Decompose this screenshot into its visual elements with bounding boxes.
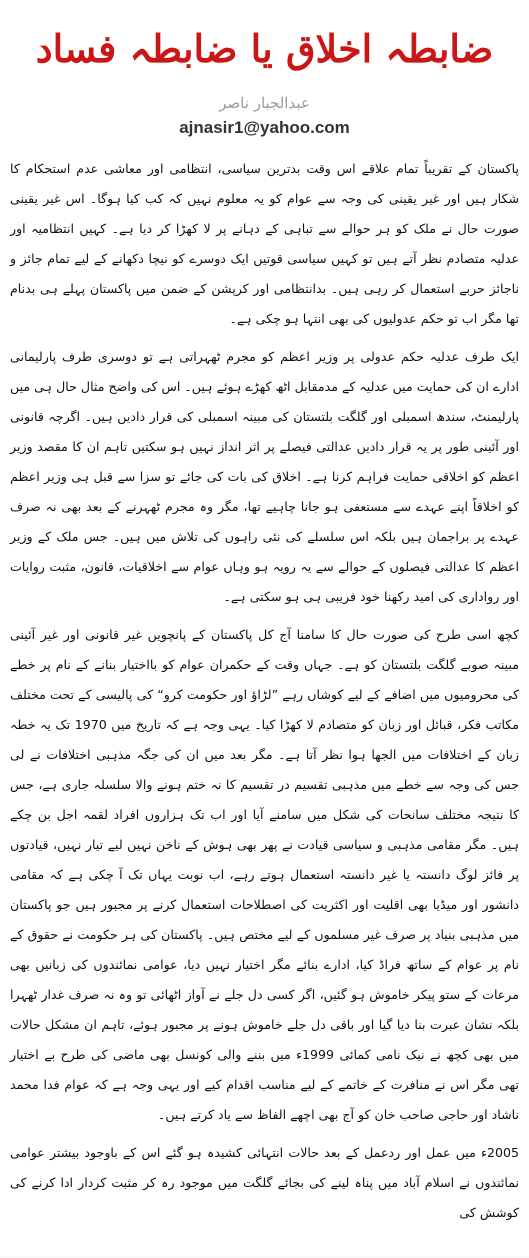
article-paragraph: 2005ء میں عمل اور ردعمل کے بعد حالات انتہائی کشیدہ ہو گئے اس کے باوجود بیشتر عوامی نمائندوں نے اسلام آباد میں پناہ لینے کی بجائے گلگت میں موجود رہ کر مثبت کردار ادا کرنے کی کوشش کی: [10, 1145, 519, 1220]
article-body: [10, 154, 519, 1228]
author-name: عبدالجبار ناصر: [219, 94, 310, 112]
article-paragraph: پاکستان کے تقریباً تمام علاقے اس وقت بدترین سیاسی، انتظامی اور معاشی عدم استحکام کا شکار ہیں اور غیر یقینی کی وجہ سے عوام کو یہ معلوم نہیں کہ کب کیا ہوگا۔ اس غیر یقینی صورت حال نے ملک کو ہر حوالے سے تباہی کے دہانے پر لا کھڑا کر دیا ہے۔ کہیں انتظامیہ اور عدلیہ متصادم نظر آتے ہیں تو کہیں سیاسی قوتیں ایک دوسرے کو نیچا دکھانے کے لیے تمام جائز و ناجائز حربے استعمال کر رہی ہیں۔ بدانتظامی اور کرپشن کے ضمن میں پاکستان پہلے ہی بدنام تھا مگر اب تو حکم عدولیوں کی بھی انتہا ہو چکی ہے۔: [10, 161, 519, 326]
article-title: ضابطہ اخلاق یا ضابطہ فساد: [35, 26, 494, 71]
article-paragraph: کچھ اسی طرح کی صورت حال کا سامنا آج کل پاکستان کے پانچویں غیر قانونی اور غیر آئینی مبینہ صوبے گلگت بلتستان کو ہے۔ جہاں وقت کے حکمران عوام کو بااختیار بنانے کے نام پر خطے کی محرومیوں میں اضافے کے لیے کوشاں رہے ”لڑاؤ اور حکومت کرو“ کی پالیسی کے تحت مختلف مکاتب فکر، قبائل اور زبان کو متصادم لا کھڑا کیا۔ یہی وجہ ہے کہ تاریخ میں 1970 تک یہ خطہ زبان کے اختلافات میں الجھا ہوا نظر آتا ہے۔ مگر بعد میں ان کی جگہ مذہبی اختلافات نے لی جس کی وجہ سے خطے میں مذہبی تقسیم در تقسیم کا نہ ختم ہونے والا سلسلہ جاری ہے، جس کا نتیجہ مختلف سانحات کی شکل میں سامنے آیا اور اب تک ہزاروں افراد لقمہ اجل بن چکے ہیں۔ مگر مقامی مذہبی و سیاسی قیادت نے پھر بھی ہوش کے ناخن نہیں لیے تیار نہیں، قیادتوں پر فائز لوگ دانستہ یا غیر دانستہ استعمال ہوتے رہے، اب نوبت یہاں تک آ چکی ہے کہ مقامی دانشور اور میڈیا بھی اقلیت اور اکثریت کی اصطلاحات استعمال کرنے پر مجبور ہیں جو پاکستان میں مذہبی بنیاد پر صرف غیر مسلموں کے لیے مختص ہیں۔ پاکستان کی ہر حکومت نے حقوق کے نام پر عوام کے ساتھ فراڈ کیا، ادارے بنائے مگر اختیار نہیں دیا، عوامی نمائندوں کی زبانیں بھی مرعات کے ستو پیکر خاموش ہو گئیں، اگر کسی دل جلے نے آواز اٹھائی تو وہ نہ صرف غدار ٹھہرا بلکہ نشان عبرت بنا دیا گیا اور باقی دل جلے خاموش ہونے پر مجبور ہوئے، تاہم ان مشکل حالات میں بھی کچھ نے نیک نامی کمائی 1999ء میں بننے والی کونسل بھی ماضی کی طرح بے اختیار تھی مگر اس نے منافرت کے خاتمے کے لیے مناسب اقدام کیے اور یہی وجہ ہے کہ عوام فدا محمد ناشاد اور حاجی صاحب خان کو آج بھی اچھے الفاظ سے یاد کرتے ہیں۔: [10, 627, 519, 1122]
article-paragraph: ایک طرف عدلیہ حکم عدولی پر وزیر اعظم کو مجرم ٹھہراتی ہے تو دوسری طرف پارلیمانی ادارے ان کی حمایت میں عدلیہ کے مدمقابل اٹھ کھڑے ہوئے ہیں۔ اس کی واضح مثال حال ہی میں پارلیمنٹ، سندھ اسمبلی اور گلگت بلتستان کی مبینہ اسمبلی کی قرار دادیں ہیں۔ اگرچہ قانونی اور آئینی طور پر یہ قرار دادیں عدالتی فیصلے پر اثر انداز نہیں ہو سکتیں تاہم ان کا مقصد وزیر اعظم کو اخلاقی حمایت فراہم کرنا ہے۔ اخلاق کی بات کی جائے تو سزا سے قبل ہی وزیر اعظم کو اخلاقاً اپنے عہدے سے مستعفی ہو جانا چاہیے تھا، مگر وہ مجرم ٹھہرنے کے بعد بھی نہ صرف عہدے پر براجمان ہیں بلکہ اس سلسلے کی نئی راہوں کی تلاش میں ہیں۔ جس ملک کے وزیر اعظم کا عدالتی فیصلوں کے حوالے سے یہ رویہ ہو وہاں عوام سے اخلاقیات، قانون، مثبت روایات اور رواداری کی امید رکھنا خود فریبی ہی ہو سکتی ہے۔: [10, 349, 519, 604]
author-email: ajnasir1@yahoo.com: [179, 118, 350, 137]
